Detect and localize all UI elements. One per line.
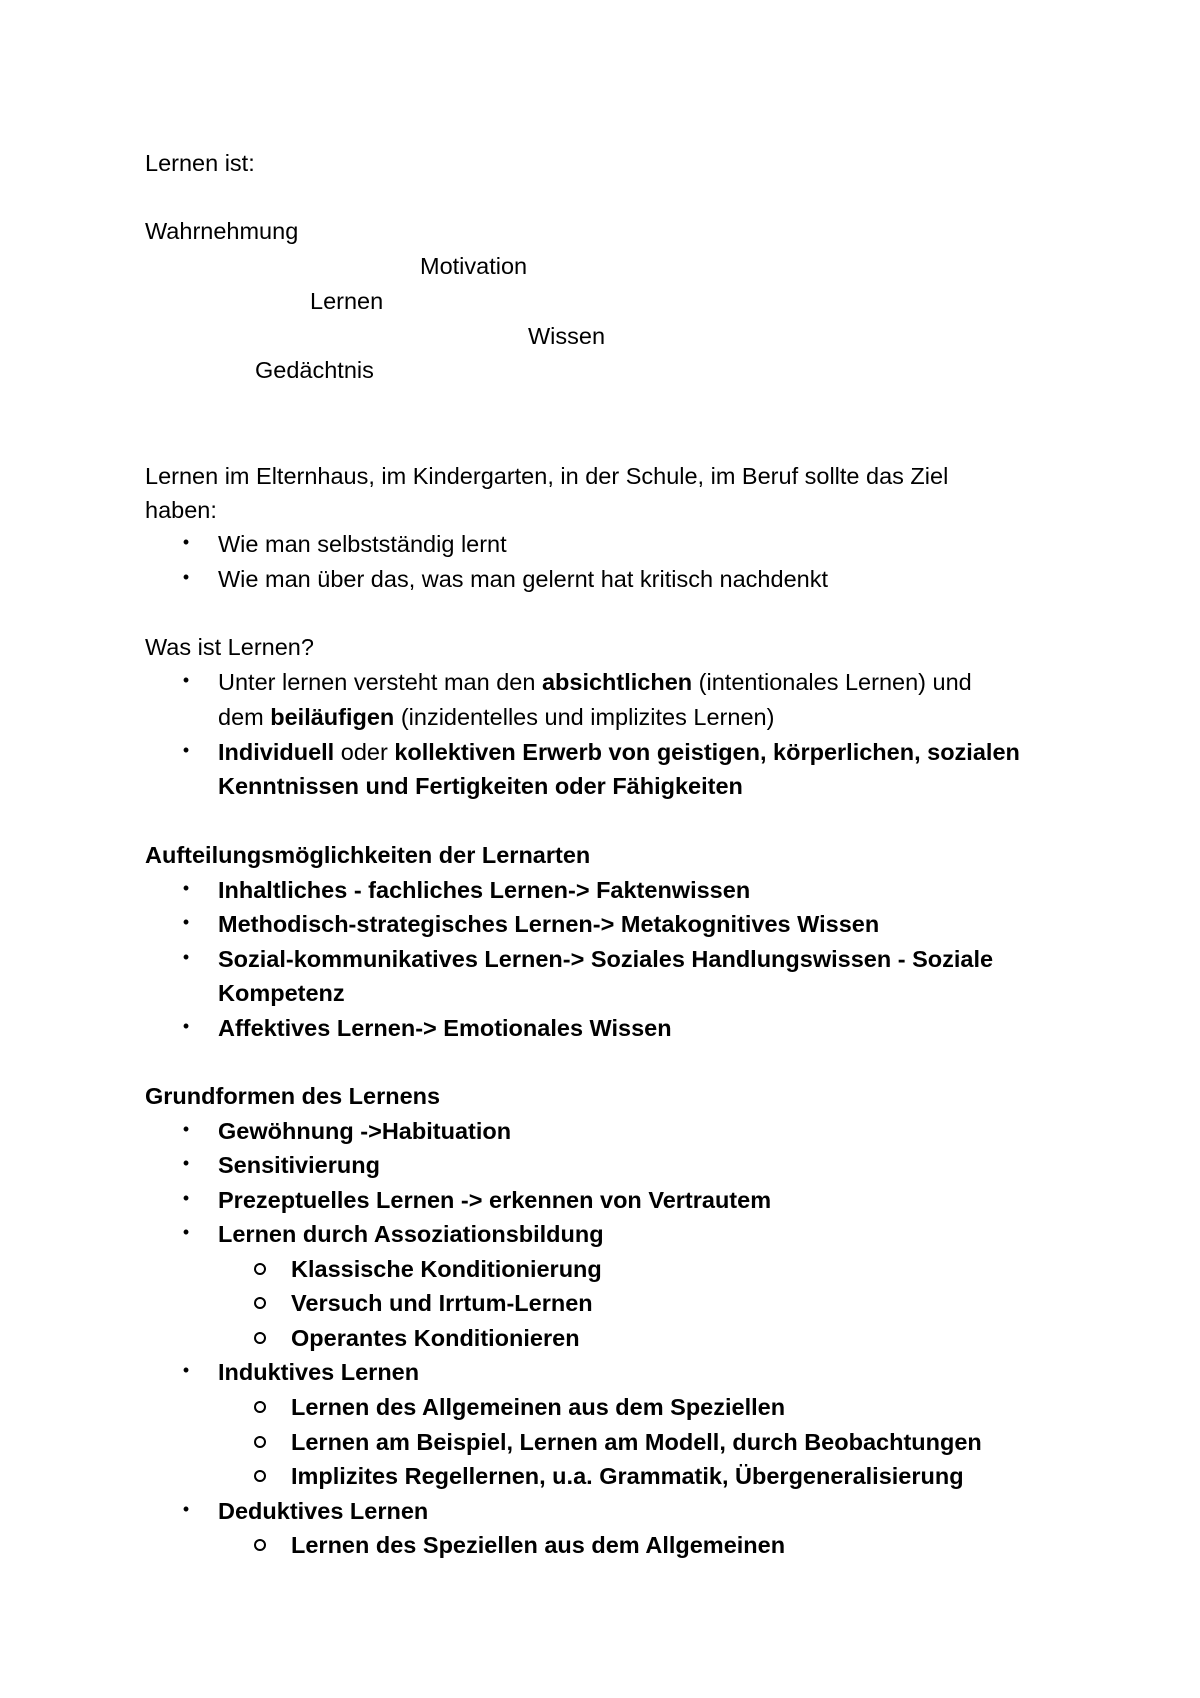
types-item-4: Affektives Lernen-> Emotionales Wissen	[218, 1015, 672, 1041]
text: (intentionales Lernen) und	[692, 669, 972, 695]
word-lernen: Lernen	[310, 288, 384, 314]
forms-item: Induktives Lernen	[218, 1359, 420, 1385]
text: Unter lernen versteht man den	[218, 669, 542, 695]
circle-bullet-icon	[254, 1401, 266, 1413]
bullet-icon: •	[182, 1016, 190, 1036]
forms-subitem: Klassische Konditionierung	[291, 1256, 602, 1282]
forms-subitem: Operantes Konditionieren	[291, 1325, 580, 1351]
bold-text: absichtlichen	[541, 669, 693, 695]
what-bullet-1-line-1	[218, 667, 972, 697]
types-item-2: Methodisch-strategisches Lernen-> Metakognitives Wissen	[218, 911, 880, 937]
forms-subitem: Lernen des Allgemeinen aus dem Speziellen	[291, 1394, 786, 1420]
forms-subitem: Implizites Regellernen, u.a. Grammatik, Übergeneralisierung	[291, 1463, 964, 1489]
bullet-icon: •	[182, 1188, 190, 1208]
goal-bullet-2: Wie man über das, was man gelernt hat kritisch nachdenkt	[218, 566, 828, 592]
forms-item: Gewöhnung ->Habituation	[218, 1118, 512, 1144]
bullet-icon: •	[182, 670, 190, 690]
goal-bullet-1: Wie man selbstständig lernt	[218, 531, 507, 557]
forms-heading: Grundformen des Lernens	[145, 1083, 441, 1109]
types-item-3: Sozial-kommunikatives Lernen-> Soziales Handlungswissen - Soziale	[218, 946, 994, 972]
bullet-icon: •	[182, 1119, 190, 1139]
forms-item: Deduktives Lernen	[218, 1498, 429, 1524]
circle-bullet-icon	[254, 1436, 266, 1448]
forms-subitem: Lernen am Beispiel, Lernen am Modell, durch Beobachtungen	[291, 1429, 982, 1455]
bullet-icon: •	[182, 1153, 190, 1173]
types-item-1: Inhaltliches - fachliches Lernen-> Faktenwissen	[218, 877, 751, 903]
what-bullet-1-line-2	[218, 702, 774, 732]
bullet-icon: •	[182, 532, 190, 552]
text: (inzidentelles und implizites Lernen)	[394, 704, 775, 730]
bullet-icon: •	[182, 740, 190, 760]
bullet-icon: •	[182, 1499, 190, 1519]
forms-subitem: Versuch und Irrtum-Lernen	[291, 1290, 593, 1316]
circle-bullet-icon	[254, 1297, 266, 1309]
forms-subitem: Lernen des Speziellen aus dem Allgemeinen	[291, 1532, 786, 1558]
bold-text: beiläufigen	[270, 704, 395, 730]
word-motivation: Motivation	[420, 253, 528, 279]
bold-text: kollektiven Erwerb von geistigen, körperlichen, sozialen	[394, 739, 1020, 765]
text: dem	[218, 704, 271, 730]
types-item-3-cont: Kompetenz	[218, 980, 345, 1006]
what-heading: Was ist Lernen?	[145, 634, 314, 660]
bold-text: Individuell	[218, 739, 335, 765]
word-wissen: Wissen	[528, 323, 606, 349]
circle-bullet-icon	[254, 1332, 266, 1344]
forms-item: Lernen durch Assoziationsbildung	[218, 1221, 604, 1247]
bullet-icon: •	[182, 912, 190, 932]
bullet-icon: •	[182, 567, 190, 587]
word-gedaechtnis: Gedächtnis	[255, 357, 374, 383]
circle-bullet-icon	[254, 1263, 266, 1275]
bullet-icon: •	[182, 1360, 190, 1380]
types-heading: Aufteilungsmöglichkeiten der Lernarten	[145, 842, 591, 868]
what-bullet-2-line-1	[218, 737, 1020, 767]
bullet-icon: •	[182, 1222, 190, 1242]
goal-line-1: Lernen im Elternhaus, im Kindergarten, in der Schule, im Beruf sollte das Ziel	[145, 463, 949, 489]
what-bullet-2-line-2: Kenntnissen und Fertigkeiten oder Fähigkeiten	[218, 773, 743, 799]
bullet-icon: •	[182, 947, 190, 967]
intro-heading: Lernen ist:	[145, 150, 255, 176]
circle-bullet-icon	[254, 1539, 266, 1551]
forms-item: Prezeptuelles Lernen -> erkennen von Vertrautem	[218, 1187, 772, 1213]
text: oder	[334, 739, 395, 765]
forms-item: Sensitivierung	[218, 1152, 380, 1178]
bullet-icon: •	[182, 878, 190, 898]
goal-line-2: haben:	[145, 497, 217, 523]
word-wahrnehmung: Wahrnehmung	[145, 218, 299, 244]
circle-bullet-icon	[254, 1470, 266, 1482]
